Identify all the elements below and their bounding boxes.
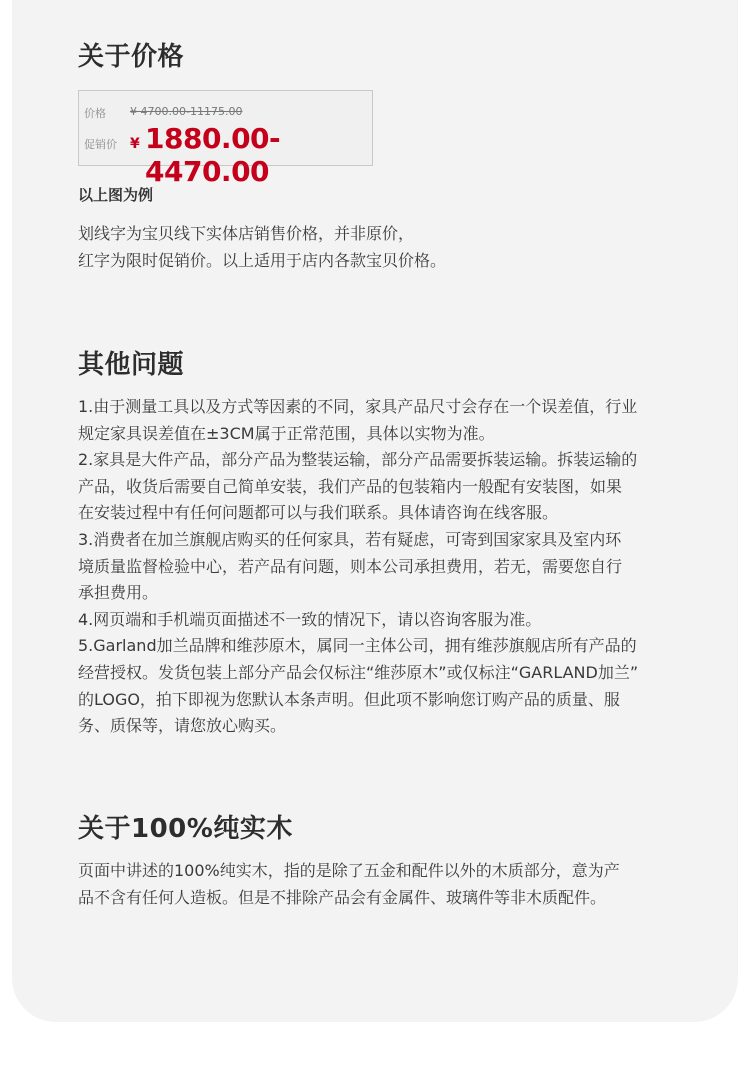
paragraph-line: 2.家具是大件产品，部分产品为整装运输，部分产品需要拆装运输。拆装运输的: [78, 450, 638, 470]
promo-price: 1880.00-4470.00: [145, 122, 281, 188]
original-price: ¥ 4700.00-11175.00: [130, 105, 243, 118]
paragraph-line: 规定家具误差值在±3CM属于正常范围，具体以实物为准。: [78, 423, 495, 443]
paragraph-line: 1.由于测量工具以及方式等因素的不同，家具产品尺寸会存在一个误差值，行业: [78, 397, 638, 416]
paragraph-line: 产品，收货后需要自己简单安装，我们产品的包装箱内一般配有安装图，如果: [78, 476, 623, 496]
price-section-title: 关于价格: [78, 42, 185, 72]
paragraph-line: 务、质保等，请您放心购买。: [78, 716, 287, 736]
wood-explanation: [78, 858, 620, 911]
paragraph-line: 的LOGO，拍下即视为您默认本条声明。但此项不影响您订购产品的质量、服: [78, 689, 620, 709]
other-section-title: 其他问题: [78, 350, 185, 380]
paragraph-line: 境质量监督检验中心，若产品有问题，则本公司承担费用，若无，需要您自行: [78, 556, 623, 576]
price-example-box: [78, 90, 373, 188]
paragraph-line: 承担费用。: [78, 583, 159, 603]
paragraph-line: 页面中讲述的100%纯实木，指的是除了五金和配件以外的木质部分，意为产: [78, 861, 620, 880]
wood-section-title: 关于100%纯实木: [78, 814, 293, 844]
paragraph-line: 4.网页端和手机端页面描述不一致的情况下，请以咨询客服为准。: [78, 609, 542, 629]
price-label: 价格: [84, 107, 106, 120]
paragraph-line: 品不含有任何人造板。但是不排除产品会有金属件、玻璃件等非木质配件。: [78, 887, 607, 907]
promo-currency: ¥: [130, 136, 140, 152]
paragraph-line: 在安装过程中有任何问题都可以与我们联系。具体请咨询在线客服。: [78, 503, 559, 523]
paragraph-line: 红字为限时促销价。以上适用于店内各款宝贝价格。: [78, 250, 447, 270]
other-explanation: [78, 394, 638, 740]
paragraph-line: 经营授权。发货包装上部分产品会仅标注“维莎原木”或仅标注“GARLAND加兰”: [78, 662, 639, 682]
paragraph-line: 5.Garland加兰品牌和维莎原木，属同一主体公司，拥有维莎旗舰店所有产品的: [78, 636, 637, 656]
price-explanation: [78, 221, 446, 274]
paragraph-line: 划线字为宝贝线下实体店销售价格，并非原价，: [78, 224, 415, 243]
paragraph-line: 3.消费者在加兰旗舰店购买的任何家具，若有疑虑，可寄到国家家具及室内环: [78, 529, 622, 549]
example-caption: 以上图为例: [78, 186, 154, 204]
promo-label: 促销价: [84, 138, 117, 151]
